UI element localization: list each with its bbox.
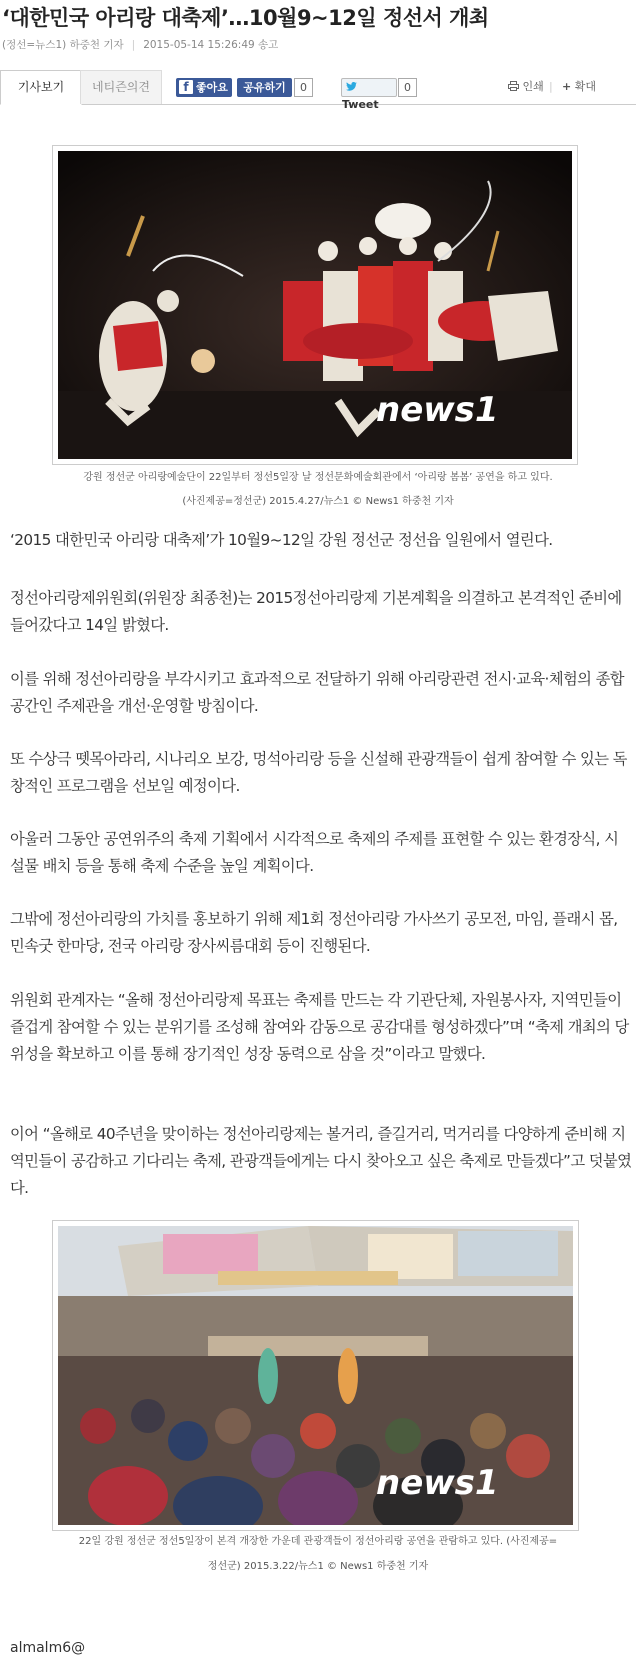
article-paragraph: 이를 위해 정선아리랑을 부각시키고 효과적으로 전달하기 위해 아리랑관련 전시·교육·체험의 종합공간인 주제관을 개선·운영할 방침이다. xyxy=(10,670,624,715)
article-photo-performance xyxy=(52,145,578,465)
article-paragraph: 위원회 관계자는 “올해 정선아리랑제 목표는 축제를 만드는 각 기관단체, 자원봉사자, 지역민들이 즐겁게 참여할 수 있는 분위기를 조성해 참여와 감동으로 공감대를 형성하겠다”며 “축제 개최의 당위성을 확보하고 이를 통해 장기적인 성장 동력으로 삼을 것”이라고 말했다. xyxy=(10,991,629,1063)
tweet-label: Tweet xyxy=(342,98,379,111)
facebook-icon: f xyxy=(179,80,193,94)
article-paragraph: 또 수상극 뗏목아라리, 시나리오 보강, 멍석아리랑 등을 신설해 관광객들이 쉽게 참여할 수 있는 독창적인 프로그램을 선보일 예정이다. xyxy=(10,750,627,795)
meta-divider: | xyxy=(131,39,136,51)
facebook-share-button[interactable]: 공유하기 xyxy=(237,78,292,97)
tab-article-view[interactable]: 기사보기 xyxy=(0,70,82,105)
article-paragraph: ‘2015 대한민국 아리랑 대축제’가 10월9~12일 강원 정선군 정선읍 일원에서 열린다. xyxy=(10,531,553,549)
article-photo-market xyxy=(52,1220,579,1531)
print-button[interactable] xyxy=(508,78,544,95)
plus-icon: + xyxy=(562,80,572,93)
article-datetime: 2015-05-14 15:26:49 송고 xyxy=(143,39,279,51)
article-paragraph: 그밖에 정선아리랑의 가치를 홍보하기 위해 제1회 정선아리랑 가사쓰기 공모전, 마임, 플래시 몹, 민속굿 한마당, 전국 아리랑 장사씨름대회 등이 진행된다. xyxy=(10,910,618,955)
news1-watermark: news1 xyxy=(376,390,499,430)
photo1-caption-line2: (사진제공=정선군) 2015.4.27/뉴스1 © News1 하중천 기자 xyxy=(182,496,454,507)
tweet-button[interactable] xyxy=(341,78,397,111)
toolbar-divider: | xyxy=(549,80,553,93)
news1-watermark: news1 xyxy=(376,1463,499,1503)
printer-icon xyxy=(508,80,519,93)
zoom-label: 확대 xyxy=(574,80,596,93)
article-paragraph: 정선아리랑제위원회(위원장 최종천)는 2015정선아리랑제 기본계획을 의결하고 본격적인 준비에 들어갔다고 14일 밝혔다. xyxy=(10,589,622,634)
twitter-bird-icon xyxy=(346,79,358,96)
article-paragraph: 이어 “올해로 40주년을 맞이하는 정선아리랑제는 볼거리, 즐길거리, 먹거리를 다양하게 준비해 지역민들이 공감하고 기다리는 축제, 관광객들에게는 다시 찾아오고 싶은 축제로 만들겠다”고 덧붙였다. xyxy=(10,1125,632,1197)
market-photo-image xyxy=(58,1226,573,1525)
tab-comments[interactable]: 네티즌의견 xyxy=(80,70,162,104)
performance-photo-image xyxy=(58,151,572,459)
zoom-button[interactable] xyxy=(562,78,596,95)
reporter-email[interactable]: almalm6@ xyxy=(10,1640,86,1656)
article-source: (정선=뉴스1) 하중천 기자 xyxy=(2,39,124,51)
article-toolbar xyxy=(0,70,636,111)
tweet-count: 0 xyxy=(398,78,417,97)
article-meta xyxy=(2,37,278,52)
photo1-caption-line1: 강원 정선군 아리랑예술단이 22일부터 정선5일장 날 정선문화예술회관에서 ‘아리랑 봄봄’ 공연을 하고 있다. xyxy=(83,472,553,483)
article-title: ‘대한민국 아리랑 대축제’…10월9~12일 정선서 개최 xyxy=(2,6,489,30)
article-paragraph: 아울러 그동안 공연위주의 축제 기획에서 시각적으로 축제의 주제를 표현할 수 있는 환경장식, 시설물 배치 등을 통해 축제 수준을 높일 계획이다. xyxy=(10,830,619,875)
facebook-like-button[interactable] xyxy=(176,78,232,97)
share-count: 0 xyxy=(294,78,313,97)
print-label: 인쇄 xyxy=(522,80,544,93)
photo2-caption-line2: 정선군) 2015.3.22/뉴스1 © News1 하중천 기자 xyxy=(207,1561,429,1572)
facebook-like-label: 좋아요 xyxy=(196,81,228,94)
photo2-caption-line1: 22일 강원 정선군 정선5일장이 본격 개장한 가운데 관광객들이 정선아리랑 공연을 관람하고 있다. (사진제공= xyxy=(78,1536,558,1547)
